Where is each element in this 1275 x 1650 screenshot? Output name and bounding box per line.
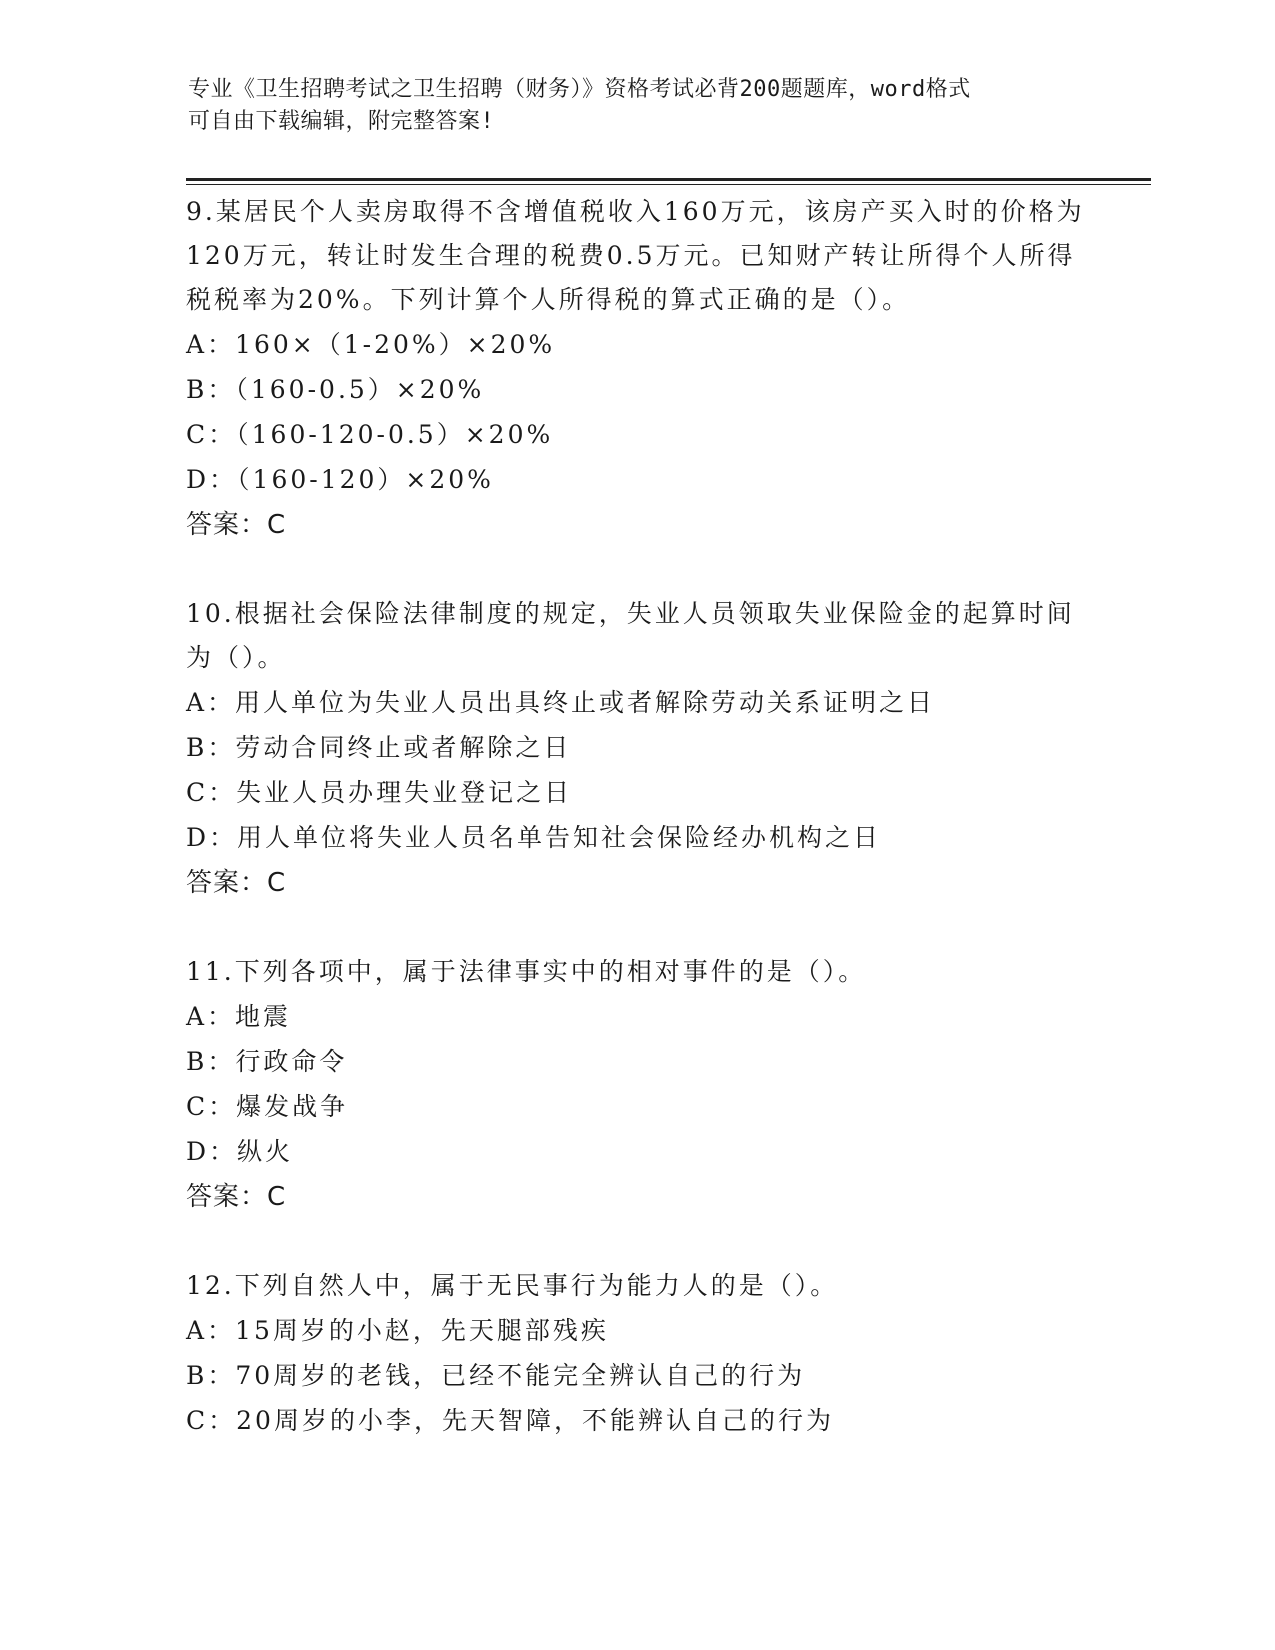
option-c: C：失业人员办理失业登记之日 xyxy=(186,778,573,807)
option-b: B：劳动合同终止或者解除之日 xyxy=(186,733,572,762)
option-a: A：15周岁的小赵，先天腿部残疾 xyxy=(186,1316,609,1345)
option-a: A：地震 xyxy=(186,1002,292,1031)
option-c: C：20周岁的小李，先天智障，不能辨认自己的行为 xyxy=(186,1406,834,1435)
option-b: B：行政命令 xyxy=(186,1047,348,1076)
answer: 答案：C xyxy=(186,868,287,898)
header-line-1: 专业《卫生招聘考试之卫生招聘（财务）》资格考试必背200题题库，word格式 xyxy=(188,77,971,102)
header-rule-thick xyxy=(186,178,1151,181)
question-list xyxy=(186,190,1086,1443)
option-a: A：160×（1-20%）×20% xyxy=(186,330,556,359)
question-11 xyxy=(186,950,1086,1220)
header-line-2: 可自由下载编辑，附完整答案! xyxy=(188,109,495,134)
question-9 xyxy=(186,190,1086,548)
header-rule-thin xyxy=(186,184,1151,185)
question-stem: 12.下列自然人中，属于无民事行为能力人的是（）。 xyxy=(186,1271,839,1300)
option-b: B：70周岁的老钱，已经不能完全辨认自己的行为 xyxy=(186,1361,806,1390)
option-c: C：爆发战争 xyxy=(186,1092,349,1121)
question-stem: 9.某居民个人卖房取得不含增值税收入160万元，该房产买入时的价格为120万元，转让时发生合理的税费0.5万元。已知财产转让所得个人所得税税率为20%。下列计算个人所得税的算式正确的是（）。 xyxy=(186,197,1085,314)
question-stem: 11.下列各项中，属于法律事实中的相对事件的是（）。 xyxy=(186,957,867,986)
document-header xyxy=(188,74,1088,138)
option-b: B：（160-0.5）×20% xyxy=(186,375,485,404)
option-d: D：纵火 xyxy=(186,1137,294,1166)
option-a: A：用人单位为失业人员出具终止或者解除劳动关系证明之日 xyxy=(186,688,936,717)
question-12 xyxy=(186,1264,1086,1443)
question-10 xyxy=(186,592,1086,906)
option-d: D：（160-120）×20% xyxy=(186,465,494,494)
question-stem: 10.根据社会保险法律制度的规定，失业人员领取失业保险金的起算时间为（）。 xyxy=(186,599,1075,672)
answer: 答案：C xyxy=(186,1182,287,1212)
option-c: C：（160-120-0.5）×20% xyxy=(186,420,554,449)
option-d: D：用人单位将失业人员名单告知社会保险经办机构之日 xyxy=(186,823,882,852)
answer: 答案：C xyxy=(186,510,287,540)
